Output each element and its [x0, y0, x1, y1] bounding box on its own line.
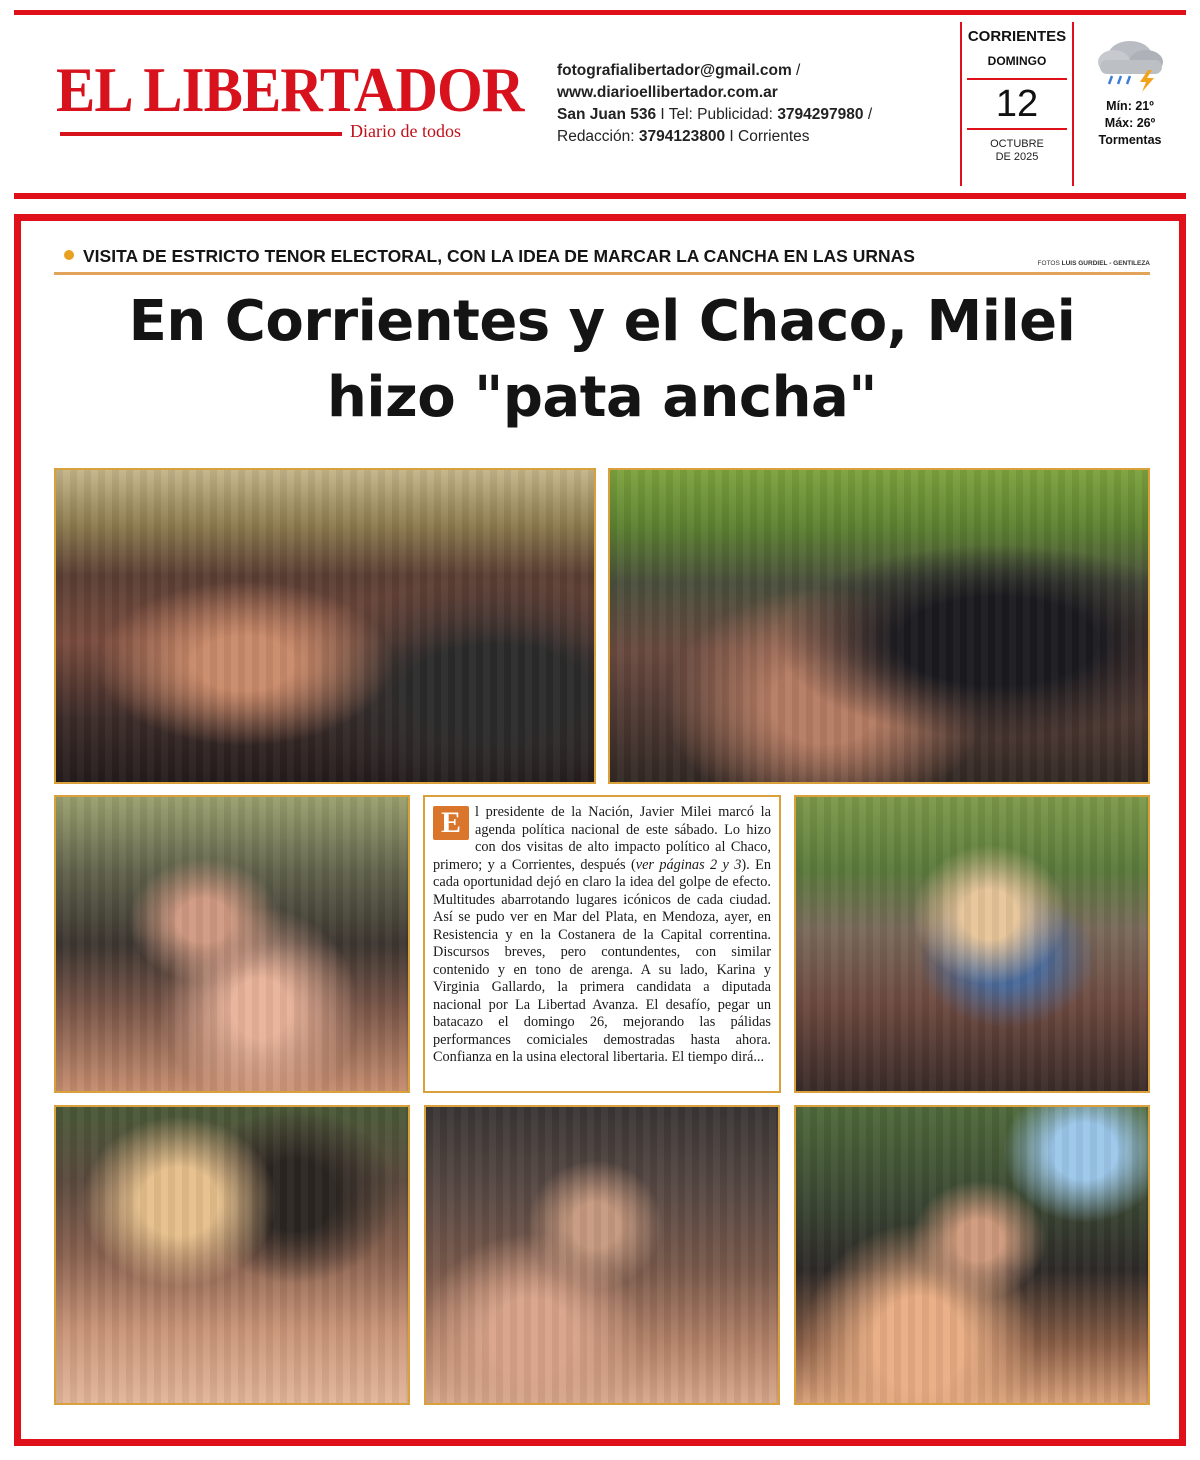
- contact-city: Corrientes: [738, 128, 810, 145]
- date-city: CORRIENTES: [967, 28, 1067, 45]
- weather-min: Mín: 21º: [1106, 99, 1154, 113]
- logo-underline: [60, 132, 342, 136]
- photo-karina-greeting-crowd[interactable]: [794, 795, 1150, 1093]
- story-body-box: [423, 795, 781, 1093]
- photo-milei-among-phones[interactable]: [424, 1105, 780, 1405]
- storm-cloud-icon: [1092, 34, 1168, 92]
- date-year: DE 2025: [995, 151, 1039, 163]
- tel-label: Tel: Publicidad:: [668, 106, 773, 123]
- photo-milei-megaphone-crowd[interactable]: [54, 468, 596, 784]
- weather-condition: Tormentas: [1098, 133, 1162, 147]
- contact-address: San Juan 536: [557, 106, 657, 123]
- edition-date-box: [960, 22, 1074, 186]
- kicker-rule: [54, 272, 1150, 275]
- main-headline[interactable]: En Corrientes y el Chaco, Milei hizo "pata ancha": [128, 289, 1076, 430]
- photo-milei-megaphone-karina[interactable]: [54, 795, 410, 1093]
- story-body: E l presidente de la Nación, Javier Milei marcó la agenda política nacional de este sábado. Lo hizo con dos visitas de alto impacto político al Chaco, primero; y a Corrientes, después (ver páginas 2 y 3). En cada oportunidad dejó en claro la idea del golpe de efecto. Multitudes abarrotando lugares icónicos de cada ciudad. Así se pudo ver en Mar del Plata, en Mendoza, ayer, en Resistencia y en la Costanera de la Capital correntina. Discursos breves, pero contundentes, con similar contenido y en tono de arenga. A su lado, Karina y Virginia Gallardo, la primera candidata a diputada nacional por La Libertad Avanza. El desafío, pegar un batacazo el domingo 26, mejorando las pálidas performances comiciales demostradas hasta ahora. Confianza en la usina electoral libertaria. El tiempo dirá...: [433, 804, 771, 1065]
- contact-email[interactable]: fotografialibertador@gmail.com: [557, 62, 792, 79]
- bullet-icon: [64, 250, 74, 260]
- photo-gallardo-and-milei[interactable]: [54, 1105, 410, 1405]
- date-weekday: DOMINGO: [987, 54, 1047, 68]
- newspaper-name: EL LIBERTADOR: [56, 54, 524, 125]
- drop-cap: E: [433, 806, 469, 840]
- newspaper-tagline: Diario de todos: [350, 121, 461, 141]
- tel-redaccion: 3794123800: [638, 128, 726, 145]
- redaccion-label: Redacción:: [557, 128, 635, 145]
- date-day-number: 12: [995, 82, 1039, 125]
- photo-credit: FOTOS LUIS GURDIEL - GENTILEZA: [1037, 260, 1150, 267]
- contact-website[interactable]: www.diarioellibertador.com.ar: [557, 84, 778, 101]
- photo-milei-waving-from-car[interactable]: [608, 468, 1150, 784]
- story-kicker: VISITA DE ESTRICTO TENOR ELECTORAL, CON LA IDEA DE MARCAR LA CANCHA EN LAS URNAS: [64, 246, 915, 267]
- masthead-contact: fotografialibertador@gmail.com / www.diarioellibertador.com.ar San Juan 536 I Tel: Publicidad: 3794297980 / Redacción: 3794123800 I Corrientes: [557, 62, 873, 145]
- date-month: OCTUBRE: [990, 138, 1044, 150]
- weather-max: Máx: 26º: [1104, 116, 1156, 130]
- photo-milei-megaphone-flag[interactable]: [794, 1105, 1150, 1405]
- masthead-red-rule: [14, 193, 1186, 199]
- tel-publicidad: 3794297980: [777, 106, 864, 123]
- top-red-rule: [14, 10, 1186, 15]
- weather-widget: [1080, 26, 1180, 186]
- page-reference[interactable]: ver páginas 2 y 3: [635, 856, 742, 873]
- masthead-logo[interactable]: [56, 54, 524, 148]
